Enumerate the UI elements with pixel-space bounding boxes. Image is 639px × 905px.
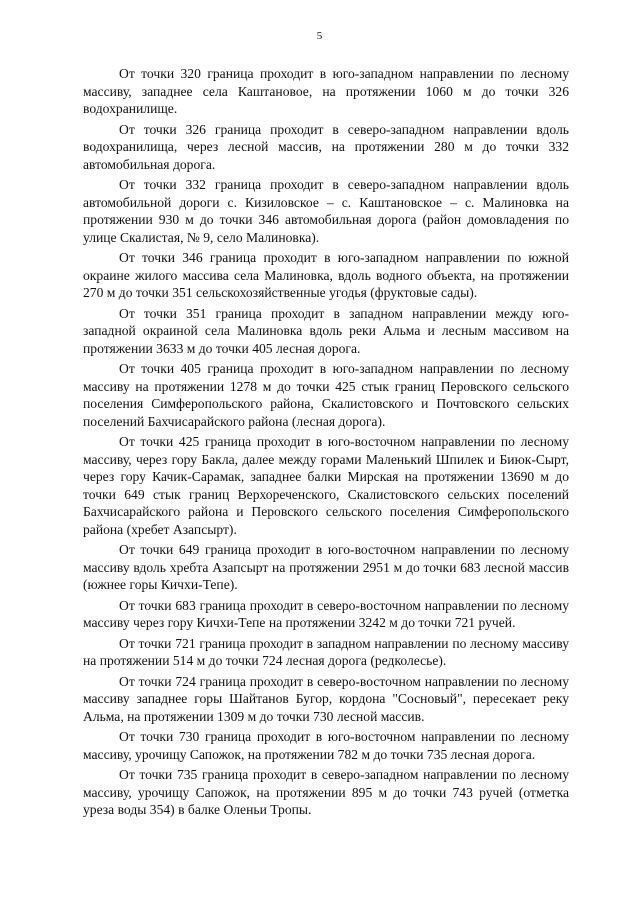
paragraph-point-730: От точки 730 граница проходит в юго-восточном направлении по лесному массиву, урочищу Сапожок, на протяжении 782 м до точки 735 лесная дорога. [83,729,569,762]
paragraph-point-346: От точки 346 граница проходит в юго-западном направлении по южной окраине жилого массива села Малиновка, вдоль водного объекта, на протяжении 270 м до точки 351 сельскохозяйственные угодья (фруктовые сады). [83,250,569,300]
paragraph-point-721: От точки 721 граница проходит в западном направлении по лесному массиву на протяжении 514 м до точки 724 лесная дорога (редколесье). [83,635,569,668]
paragraph-point-683: От точки 683 граница проходит в северо-восточном направлении по лесному массиву через гору Кичхи-Тепе на протяжении 3242 м до точки 721 ручей. [83,597,569,630]
paragraph-point-320: От точки 320 граница проходит в юго-западном направлении по лесному массиву, западнее села Каштановое, на протяжении 1060 м до точки 326 водохранилище. [83,66,569,116]
paragraph-point-326: От точки 326 граница проходит в северо-западном направлении вдоль водохранилища, через лесной массив, на протяжении 280 м до точки 332 автомобильная дорога. [83,121,569,172]
page-number: 5 [316,30,323,42]
paragraph-point-332: От точки 332 граница проходит в северо-западном направлении вдоль автомобильной дороги с. Кизиловское – с. Каштановское – с. Малиновка на протяжении 930 м до точки 346 автомобильная дорога (район домовладения по улице Скалистая, № 9, село Малиновка). [83,177,569,245]
paragraph-point-425: От точки 425 граница проходит в юго-восточном направлении по лесному массиву, через гору Бакла, далее между горами Маленький Шпилек и Биюк-Сырт, через гору Качик-Сарамак, западнее балки Мирская на протяжении 13690 м до точки 649 стык границ Верхореченского, Скалистовского сельских поселений Бахчисарайского района и Перовского сельского поселения Симферопольского района (хребет Азапсырт). [83,434,569,537]
paragraph-point-351: От точки 351 граница проходит в западном направлении между юго-западной окраиной села Малиновка вдоль реки Альма и лесным массивом на протяжении 3633 м до точки 405 лесная дорога. [83,305,569,356]
paragraph-point-405: От точки 405 граница проходит в юго-западном направлении по лесному массиву на протяжении 1278 м до точки 425 стык границ Перовского сельского поселения Симферопольского района, Скалистовского и Почтовского сельских поселений Бахчисарайского района (лесная дорога). [83,361,569,429]
paragraph-point-735: От точки 735 граница проходит в северо-западном направлении по лесному массиву, урочищу Сапожок, на протяжении 895 м до точки 743 ручей (отметка уреза воды 354) в балке Оленьи Тропы. [83,767,569,817]
document-body [83,65,569,822]
paragraph-point-649: От точки 649 граница проходит в юго-восточном направлении по лесному массиву вдоль хребта Азапсырт на протяжении 2951 м до точки 683 лесной массив (южнее горы Кичхи-Тепе). [83,542,569,592]
paragraph-point-724: От точки 724 граница проходит в северо-восточном направлении по лесному массиву западнее горы Шайтанов Бугор, кордона "Сосновый", пересекает реку Альма, на протяжении 1309 м до точки 730 лесной массив. [83,673,569,724]
